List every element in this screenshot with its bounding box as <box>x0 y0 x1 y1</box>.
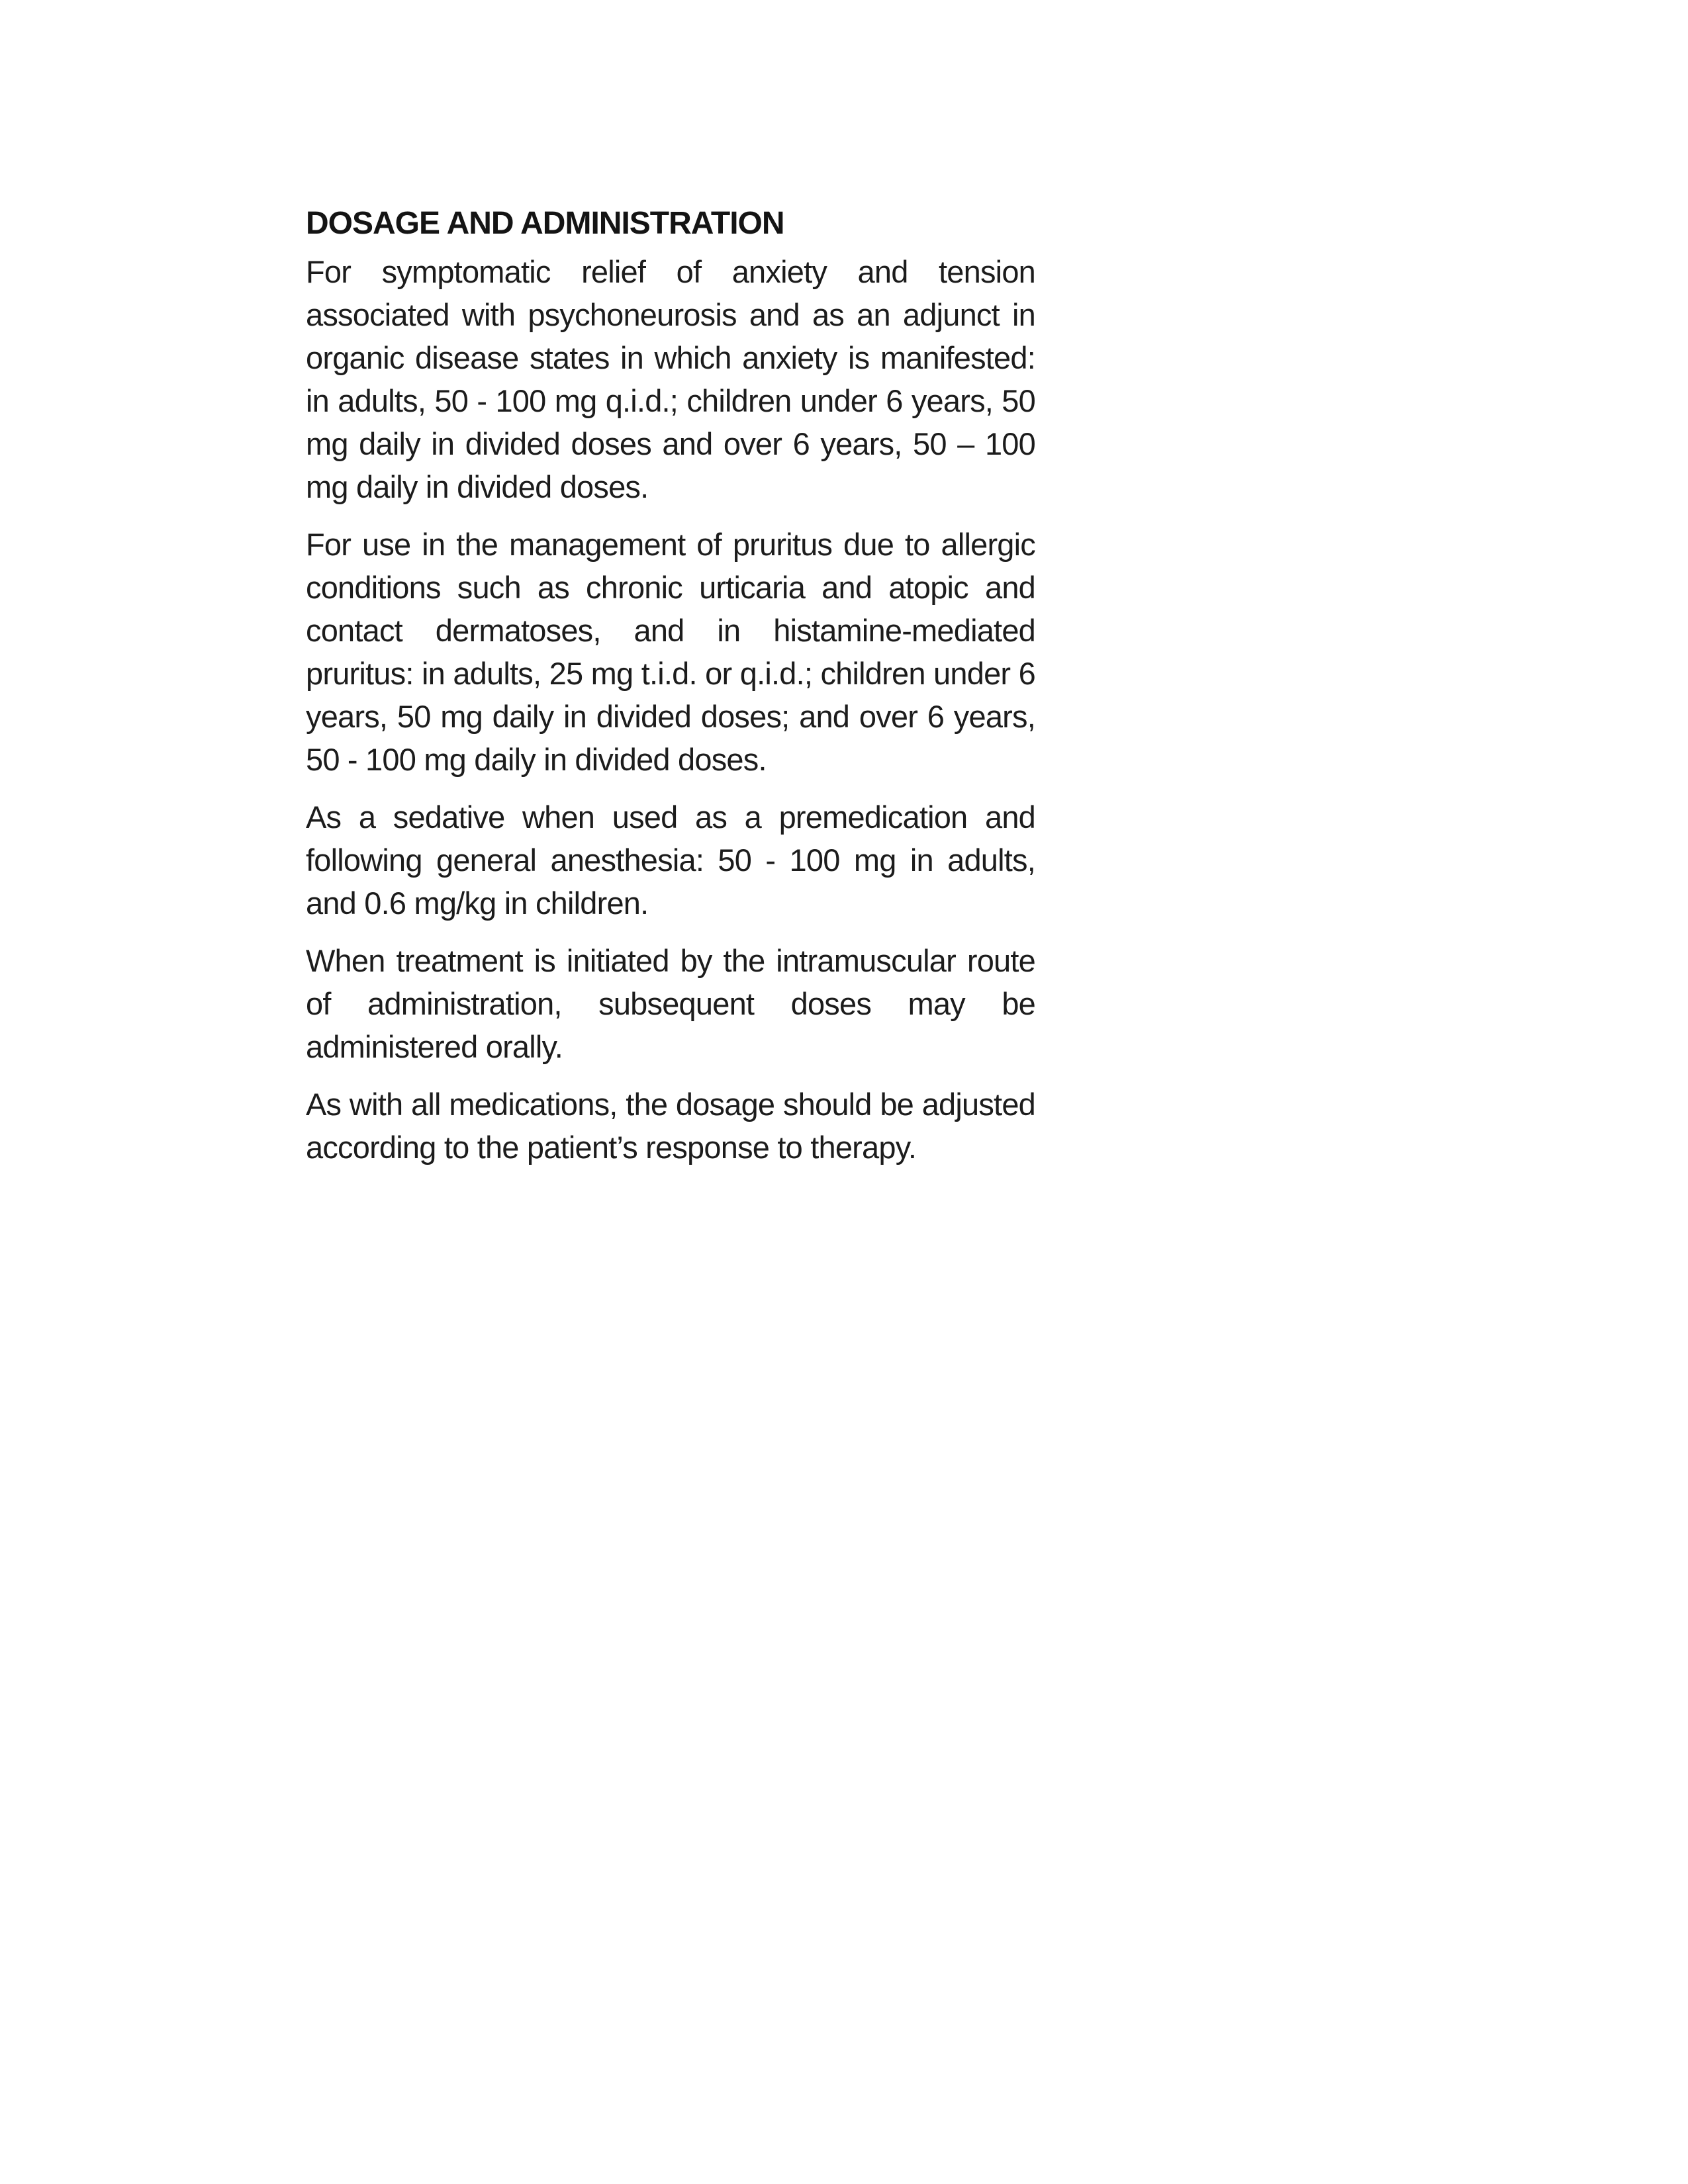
paragraph-pruritus-dosage: For use in the management of pruritus due to allergic conditions such as chronic urticaria and atopic and contact dermatoses, and in histamine-mediated pruritus: in adults, 25 mg t.i.d. or q.i.d.; children under 6 years, 50 mg daily in divided doses; and over 6 years, 50 - 100 mg daily in divided doses. <box>306 527 1035 777</box>
paragraph-adjustment-note: As with all medications, the dosage should be adjusted according to the patient’s response to therapy. <box>306 1087 1035 1165</box>
text-column <box>306 203 1035 1183</box>
paragraph-intramuscular-note: When treatment is initiated by the intramuscular route of administration, subsequent doses may be administered orally. <box>306 943 1035 1064</box>
section-heading: DOSAGE AND ADMINISTRATION <box>306 206 784 241</box>
paragraph-sedative-dosage: As a sedative when used as a premedication and following general anesthesia: 50 - 100 mg in adults, and 0.6 mg/kg in children. <box>306 799 1035 921</box>
paragraph-anxiety-dosage: For symptomatic relief of anxiety and tension associated with psychoneurosis and as an adjunct in organic disease states in which anxiety is manifested: in adults, 50 - 100 mg q.i.d.; children under 6 years, 50 mg daily in divided doses and over 6 years, 50 – 100 mg daily in divided doses. <box>306 254 1035 504</box>
